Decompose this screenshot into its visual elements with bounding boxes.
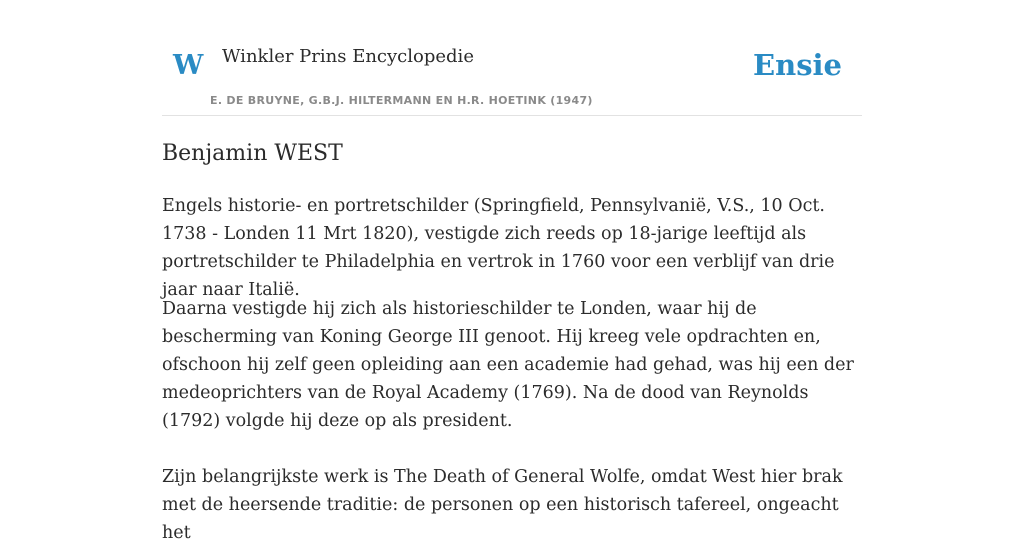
- source-title[interactable]: Winkler Prins Encyclopedie: [222, 46, 474, 67]
- article-paragraph: Daarna vestigde hij zich als historieschilder te Londen, waar hij de bescherming van Koning George III genoot. Hij kreeg vele opdrachten en, ofschoon hij zelf geen opleiding aan een academie had gehad, was hij een der medeoprichters van de Royal Academy (1769). Na de dood van Reynolds (1792) volgde hij deze op als president.: [162, 299, 854, 431]
- source-logo[interactable]: W: [173, 50, 204, 81]
- article-title: Benjamin WEST: [162, 141, 343, 166]
- page-container: [162, 0, 862, 543]
- brand-logo[interactable]: Ensie: [753, 48, 842, 82]
- article-paragraph: Zijn belangrijkste werk is The Death of General Wolfe, omdat West hier brak met de heersende traditie: de personen op een historisch tafereel, ongeacht het: [162, 467, 843, 543]
- source-authors: E. DE BRUYNE, G.B.J. HILTERMANN EN H.R. HOETINK (1947): [210, 94, 593, 107]
- article-paragraph: Engels historie- en portretschilder (Springfield, Pennsylvanië, V.S., 10 Oct. 1738 - Londen 11 Mrt 1820), vestigde zich reeds op 18-jarige leeftijd als portretschilder te Philadelphia en vertrok in 1760 voor een verblijf van drie jaar naar Italië.: [162, 196, 835, 300]
- source-header: [162, 0, 862, 116]
